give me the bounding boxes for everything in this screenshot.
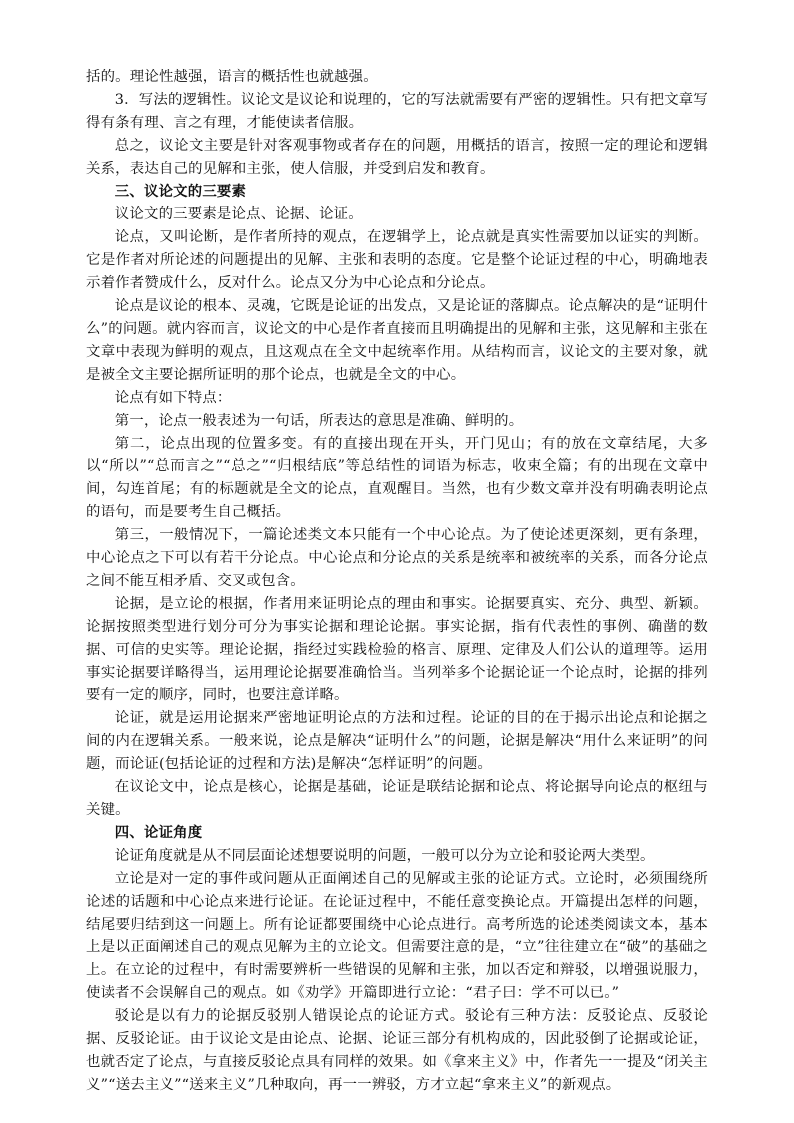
paragraph-argument-features-intro: 论点有如下特点： [114, 389, 232, 406]
paragraph-feature-two: 第二，论点出现的位置多变。有的直接出现在开头，开门见山；有的放在文章结尾，大多以“所以”“总而言之”“总之”“归根结底”等总结性的词语为标志，收束全篇；有的出现在文章中间，勾连首尾；有的标题就是全文的论点，直观醒目。当然，也有少数文章并没有明确表明论点的语句，而是要考生自己概括。 [86, 435, 708, 521]
paragraph-argument-role: 论点是议论的根本、灵魂，它既是论证的出发点，又是论证的落脚点。论点解决的是“证明什么”的问题。就内容而言，议论文的中心是作者直接而且明确提出的见解和主张，这见解和主张在文章中表现为鲜明的观点，且这观点在全文中起统率作用。从结构而言，议论文的主要对象，就是被全文主要论据所证明的那个论点，也就是全文的中心。 [86, 298, 708, 383]
paragraph-feature-one: 第一，论点一般表述为一句话，所表达的意思是准确、鲜明的。 [114, 412, 524, 429]
paragraph-core-relation: 在议论文中，论点是核心，论据是基础，论证是联结论据和论点、将论据导向论点的枢纽与关键。 [86, 779, 708, 818]
paragraph-constructive: 立论是对一定的事件或问题从正面阐述自己的见解或主张的论证方式。立论时，必须围绕所论述的话题和中心论点来进行论证。在论证过程中，不能任意变换论点。开篇提出怎样的问题，结尾要归结到这一问题上。所有论证都要围绕中心论点进行。高考所选的论述类阅读文本，基本上是以正面阐述自己的观点见解为主的立论文。但需要注意的是，“立”往往建立在“破”的基础之上。在立论的过程中，有时需要辨析一些错误的见解和主张，加以否定和辩驳，以增强说服力，使读者不会误解自己的观点。如《劝学》开篇即进行立论：“君子曰：学不可以已。” [86, 870, 708, 1002]
paragraph-continuation: 括的。理论性越强，语言的概括性也就越强。 [86, 69, 378, 85]
section-heading-three-elements: 三、议论文的三要素 [114, 182, 247, 200]
paragraph-argument-definition: 论点，又叫论断，是作者所持的观点，在逻辑学上，论点就是真实性需要加以证实的判断。它是作者对所论述的问题提出的见解、主张和表明的态度。它是整个论证过程的中心，明确地表示着作者赞成什么，反对什么。论点又分为中心论点和分论点。 [86, 229, 708, 292]
paragraph-logic: 3．写法的逻辑性。议论文是议论和说理的，它的写法就需要有严密的逻辑性。只有把文章写得有条有理、言之有理，才能使读者信服。 [86, 91, 708, 131]
paragraph-three-elements: 议论文的三要素是论点、论据、论证。 [114, 206, 363, 223]
paragraph-refutation: 驳论是以有力的论据反驳别人错误论点的论证方式。驳论有三种方法：反驳论点、反驳论据、反驳论证。由于议论文是由论点、论据、论证三部分有机构成的，因此驳倒了论据或论证，也就否定了论点，与直接反驳论点具有同样的效果。如《拿来主义》中，作者先一一提及“闭关主义”“送去主义”“送来主义”几种取向，再一一辨驳，方才立起“拿来主义”的新观点。 [86, 1008, 708, 1093]
paragraph-evidence: 论据，是立论的根据，作者用来证明论点的理由和事实。论据要真实、充分、典型、新颖。论据按照类型进行划分可分为事实论据和理论论据。事实论据，指有代表性的事例、确凿的数据、可信的史实等。理论论据，指经过实践检验的格言、原理、定律及人们公认的道理等。运用事实论据要详略得当，运用理论论据要准确恰当。当列举多个论据论证一个论点时，论据的排列要有一定的顺序，同时，也要注意详略。 [86, 595, 708, 704]
paragraph-reasoning: 论证，就是运用论据来严密地证明论点的方法和过程。论证的目的在于揭示出论点和论据之间的内在逻辑关系。一般来说，论点是解决“证明什么”的问题，论据是解决“用什么来证明”的问题，而论证(包括论证的过程和方法)是解决“怎样证明”的问题。 [86, 710, 708, 773]
section-heading-argument-angle: 四、论证角度 [114, 823, 203, 841]
paragraph-angle-intro: 论证角度就是从不同层面论述想要说明的问题，一般可以分为立论和驳论两大类型。 [114, 847, 655, 864]
paragraph-summary: 总之，议论文主要是针对客观事物或者存在的问题，用概括的语言，按照一定的理论和逻辑关系，表达自己的见解和主张，使人信服，并受到启发和教育。 [86, 137, 708, 177]
paragraph-feature-three: 第三，一般情况下，一篇论述类文本只能有一个中心论点。为了使论述更深刻，更有条理，中心论点之下可以有若干分论点。中心论点和分论点的关系是统率和被统率的关系，而各分论点之间不能互相矛盾、交叉或包含。 [86, 527, 708, 589]
